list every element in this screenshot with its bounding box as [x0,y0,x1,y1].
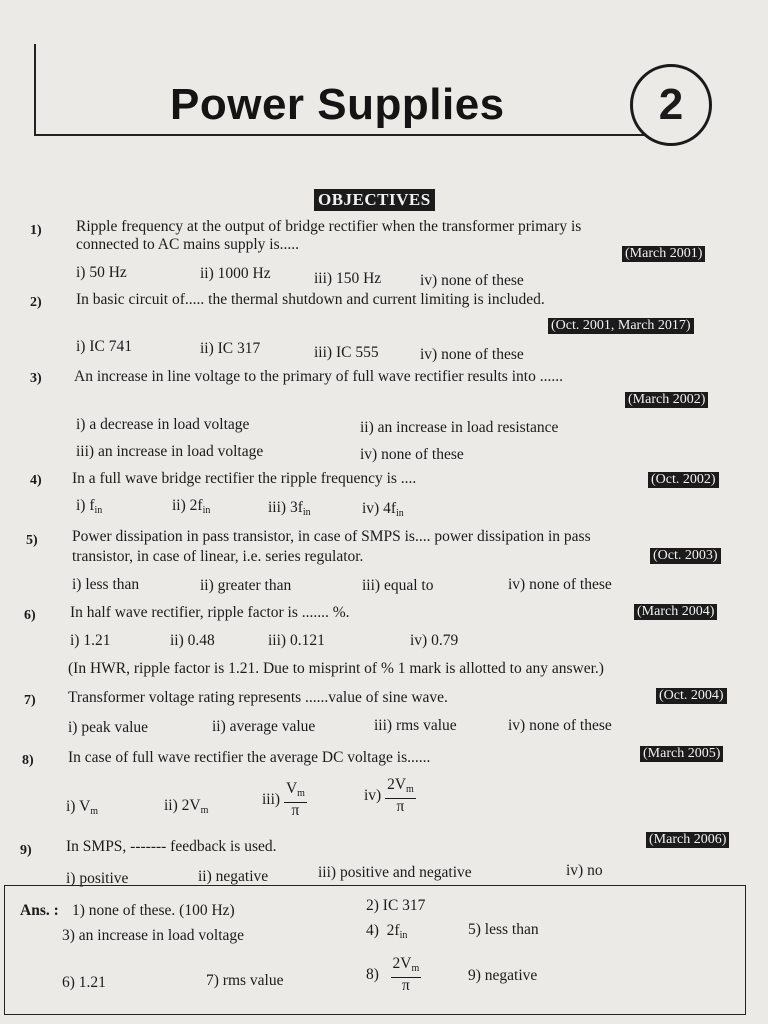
exam-tag: (Oct. 2002) [648,472,719,488]
option: iv) no [566,862,603,879]
question-text: Power dissipation in pass transistor, in case of SMPS is.... power dissipation in pass [72,528,591,545]
exam-tag: (March 2001) [622,246,705,262]
answer-item: 1) none of these. (100 Hz) [72,902,235,919]
answer-item: 2) IC 317 [366,897,426,914]
option: ii) $2f_{in}$ [172,497,211,516]
option: i) less than [72,576,140,593]
option: ii) 0.48 [170,632,215,649]
option: i) 1.21 [70,632,111,649]
question-number: 9) [20,843,32,858]
option: iii) equal to [362,577,434,594]
question-text: connected to AC mains supply is..... [76,236,300,253]
option: iii) 150 Hz [314,270,382,287]
exam-tag: (Oct. 2003) [650,548,721,564]
question-text: An increase in line voltage to the primary of full wave rectifier results into ...... [74,368,563,385]
chapter-title: Power Supplies [170,80,505,129]
option: iv) 0.79 [410,632,459,649]
option: i) a decrease in load voltage [76,416,250,433]
option: iii) $3f_{in}$ [268,499,311,518]
exam-tag: (March 2006) [646,832,729,848]
question-number: 6) [24,608,36,623]
question-number: 1) [30,223,42,238]
question-number: 4) [30,473,42,488]
option: iv) none of these [508,576,612,593]
answer-item: 7) rms value [206,972,284,989]
answers-label: Ans. : [20,902,59,919]
exam-tag: (March 2004) [634,604,717,620]
question-number: 3) [30,371,42,386]
question-number: 5) [26,533,38,548]
option: iii) IC 555 [314,344,379,361]
answer-item: 4) $2f_{in}$ [366,922,408,941]
option: iii) 0.121 [268,632,325,649]
option: iv) $4f_{in}$ [362,500,404,519]
option: i) 50 Hz [76,264,127,281]
note-text: (In HWR, ripple factor is 1.21. Due to misprint of % 1 mark is allotted to any answer.) [68,660,604,677]
question-number: 2) [30,295,42,310]
answer-item: 5) less than [468,921,539,938]
option: iv) none of these [360,446,464,463]
question-text: transistor, in case of linear, i.e. series regulator. [72,548,364,565]
fraction-vm-over-pi: $\frac{V_m}{\pi}$ [285,780,305,819]
section-label: OBJECTIVES [314,189,435,211]
exam-tag: (Oct. 2004) [656,688,727,704]
option: iv) $\frac{2V_m}{\pi}$ [364,776,414,815]
option: iv) none of these [508,717,612,734]
question-number: 8) [22,753,34,768]
fraction-2vm-over-pi: $\frac{2V_m}{\pi}$ [392,955,420,994]
question-number: 7) [24,693,36,708]
question-text: In SMPS, ------- feedback is used. [66,838,277,855]
question-text: In basic circuit of..... the thermal shutdown and current limiting is included. [76,291,545,308]
option: i) positive [66,870,129,887]
option: ii) 1000 Hz [200,265,271,282]
option: iv) none of these [420,272,524,289]
question-text: In half wave rectifier, ripple factor is ....... %. [70,604,350,621]
answer-item: 3) an increase in load voltage [62,927,245,944]
option: ii) IC 317 [200,340,261,357]
fraction-2vm-over-pi: $\frac{2V_m}{\pi}$ [387,776,414,815]
answer-item: 9) negative [468,967,538,984]
option: iii) an increase in load voltage [76,443,264,460]
option: i) peak value [68,719,149,736]
option: iii) $\frac{V_m}{\pi}$ [262,780,305,819]
chapter-number-badge: 2 [630,64,712,146]
question-text: In case of full wave rectifier the average DC voltage is...... [68,749,431,766]
option: ii) $2V_m$ [164,797,209,816]
option: iii) positive and negative [318,864,472,881]
answer-item: 6) 1.21 [62,974,106,991]
exam-tag: (Oct. 2001, March 2017) [548,318,694,334]
header-frame-bottom [34,134,644,136]
option: ii) greater than [200,577,292,594]
option: iv) none of these [420,346,524,363]
option: ii) negative [198,868,269,885]
option: i) $f_{in}$ [76,497,103,516]
option: iii) rms value [374,717,457,734]
header-frame-left [34,44,36,136]
exam-tag: (March 2005) [640,746,723,762]
option: i) IC 741 [76,338,132,355]
question-text: Transformer voltage rating represents ......value of sine wave. [68,689,448,706]
exam-tag: (March 2002) [625,392,708,408]
question-text: Ripple frequency at the output of bridge rectifier when the transformer primary is [76,218,582,235]
option: ii) an increase in load resistance [360,419,559,436]
option: i) $V_m$ [66,798,99,817]
answer-item: 8) $\frac{2V_m}{\pi}$ [366,955,420,994]
option: ii) average value [212,718,316,735]
question-text: In a full wave bridge rectifier the ripple frequency is .... [72,470,417,487]
